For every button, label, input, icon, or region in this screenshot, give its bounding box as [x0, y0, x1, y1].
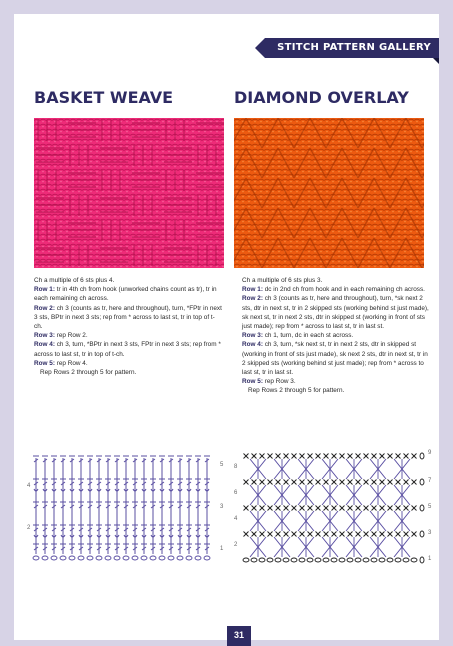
section-banner: STITCH PATTERN GALLERY — [265, 38, 439, 58]
chart-row-number: 5 — [428, 504, 432, 510]
pattern-line: Row 2: ch 3 (counts as tr, here and throughout), turn, *sk next 2 sts, dtr in next st, tr in 2 skipped sts (working behind st just made), sk next st, tr in next 2 sts, dtr in skipped st (working in front of sts just made); rep from * across to last st, tr in last st. — [242, 295, 429, 331]
chart-row-number: 2 — [27, 525, 31, 531]
chart-row-number: 4 — [234, 516, 238, 522]
chart-row-number: 3 — [220, 504, 224, 510]
pattern-line: Row 5: rep Row 3. — [242, 378, 296, 386]
diamond-overlay-title: DIAMOND OVERLAY — [234, 88, 409, 107]
diamond-overlay-stitch-chart — [232, 442, 437, 567]
basket-weave-instructions — [34, 276, 222, 377]
chart-row-number: 1 — [220, 546, 224, 552]
chart-row-number: 4 — [27, 483, 31, 489]
pattern-repeat-note: Rep Rows 2 through 5 for pattern. — [248, 387, 345, 395]
page-number: 31 — [227, 626, 251, 646]
chart-row-number: 8 — [234, 464, 238, 470]
pattern-line: Row 1: dc in 2nd ch from hook and in each remaining ch across. — [242, 286, 425, 294]
diamond-overlay-swatch-photo — [234, 118, 424, 268]
diamond-overlay-instructions — [242, 276, 430, 396]
chart-row-number: 3 — [428, 530, 432, 536]
pattern-line: Ch a multiple of 6 sts plus 4. — [34, 277, 115, 284]
chart-row-number: 1 — [428, 556, 432, 562]
pattern-line: Row 3: rep Row 2. — [34, 332, 88, 340]
chart-row-number: 5 — [220, 462, 224, 468]
pattern-line: Row 4: ch 3, turn, *BPtr in next 3 sts, FPtr in next 3 sts; rep from * across to last st, tr in top of t-ch. — [34, 341, 221, 358]
pattern-line: Ch a multiple of 6 sts plus 3. — [242, 277, 323, 284]
basket-weave-title: BASKET WEAVE — [34, 88, 174, 107]
pattern-line: Row 2: ch 3 (counts as tr, here and throughout), turn, *FPtr in next 3 sts, BPtr in next 3 sts; rep from * across to last st, tr in top of t-ch. — [34, 304, 222, 331]
chart-row-number: 6 — [234, 490, 238, 496]
pattern-line: Row 1: tr in 4th ch from hook (unworked chains count as tr), tr in each remaining ch across. — [34, 286, 217, 303]
basket-weave-swatch-photo — [34, 118, 224, 268]
chart-row-number: 9 — [428, 450, 432, 456]
pattern-line: Row 5: rep Row 4. — [34, 359, 88, 367]
page — [14, 14, 439, 640]
pattern-line: Row 3: ch 1, turn, dc in each st across. — [242, 332, 354, 340]
chart-row-number: 7 — [428, 478, 432, 484]
chart-row-number: 2 — [234, 542, 238, 548]
pattern-line: Row 4: ch 3, turn, *sk next st, tr in next 2 sts, dtr in skipped st (working in front of sts just made), sk next 2 sts, dtr in next st, tr in 2 skipped sts (working behind st just made); rep from * across to last st, tr in last st. — [242, 341, 428, 377]
basket-weave-stitch-chart — [22, 442, 227, 567]
pattern-repeat-note: Rep Rows 2 through 5 for pattern. — [40, 369, 137, 377]
